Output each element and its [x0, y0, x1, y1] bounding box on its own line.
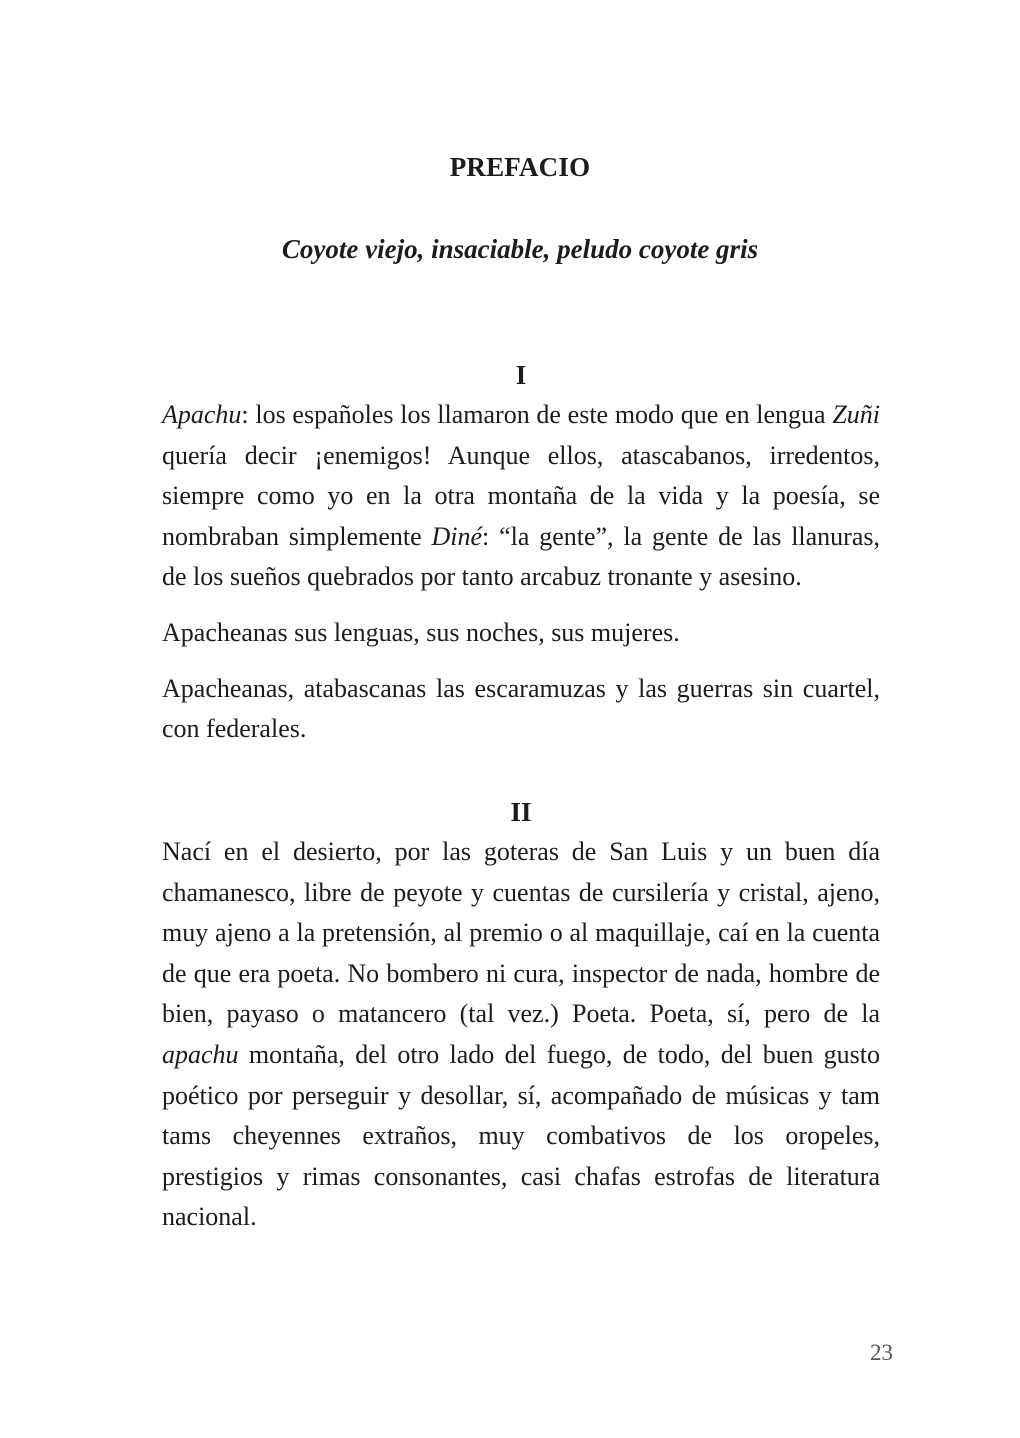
page-number: 23	[870, 1340, 893, 1365]
italic-term: Zuñi	[832, 400, 880, 429]
paragraph-text: : “la gente”, la gente de las llanuras, de los sueños quebrados por tanto arcabuz tronante y asesino.	[162, 521, 880, 592]
chapter-title: PREFACIO	[449, 152, 591, 182]
paragraph: Apacheanas, atabascanas las escaramuzas y las guerras sin cuartel, con federales.	[162, 673, 880, 744]
chapter-subtitle: Coyote viejo, insaciable, peludo coyote gris	[281, 234, 759, 264]
paragraph-text: Nací en el desierto, por las goteras de San Luis y un buen día chamanesco, libre de peyote y cuentas de cursilería y cristal, ajeno, muy ajeno a la pretensión, al premio o al maquillaje, caí en la cuenta de que era poeta. No bombero ni cura, inspector de nada, hombre de bien, payaso o matancero (tal vez.) Poeta. Poeta, sí, pero de la	[162, 837, 880, 1029]
paragraph: Apacheanas sus lenguas, sus noches, sus mujeres.	[162, 617, 680, 647]
section-i	[162, 355, 880, 750]
italic-term: apachu	[162, 1039, 239, 1069]
paragraph	[162, 395, 880, 598]
paragraph	[162, 832, 880, 1238]
paragraph-text: quería decir ¡enemigos! Aunque ellos, atascabanos, irredentos, siempre como yo en la otra montaña de la vida y la poesía, se nombraban simplemente	[162, 440, 880, 551]
italic-term: Diné	[431, 521, 483, 551]
section-heading: I	[515, 360, 527, 390]
section-ii	[162, 792, 880, 1238]
italic-term: Apachu	[162, 400, 242, 429]
paragraph-text: : los españoles los llamaron de este modo que en lengua	[241, 400, 833, 429]
paragraph-text: montaña, del otro lado del fuego, de todo, del buen gusto poético por perseguir y desollar, sí, acompañado de músicas y tam tams cheyennes extraños, muy combativos de los oropeles, prestigios y rimas consonantes, casi chafas estrofas de literatura nacional.	[162, 1039, 880, 1232]
section-heading: II	[510, 797, 532, 827]
